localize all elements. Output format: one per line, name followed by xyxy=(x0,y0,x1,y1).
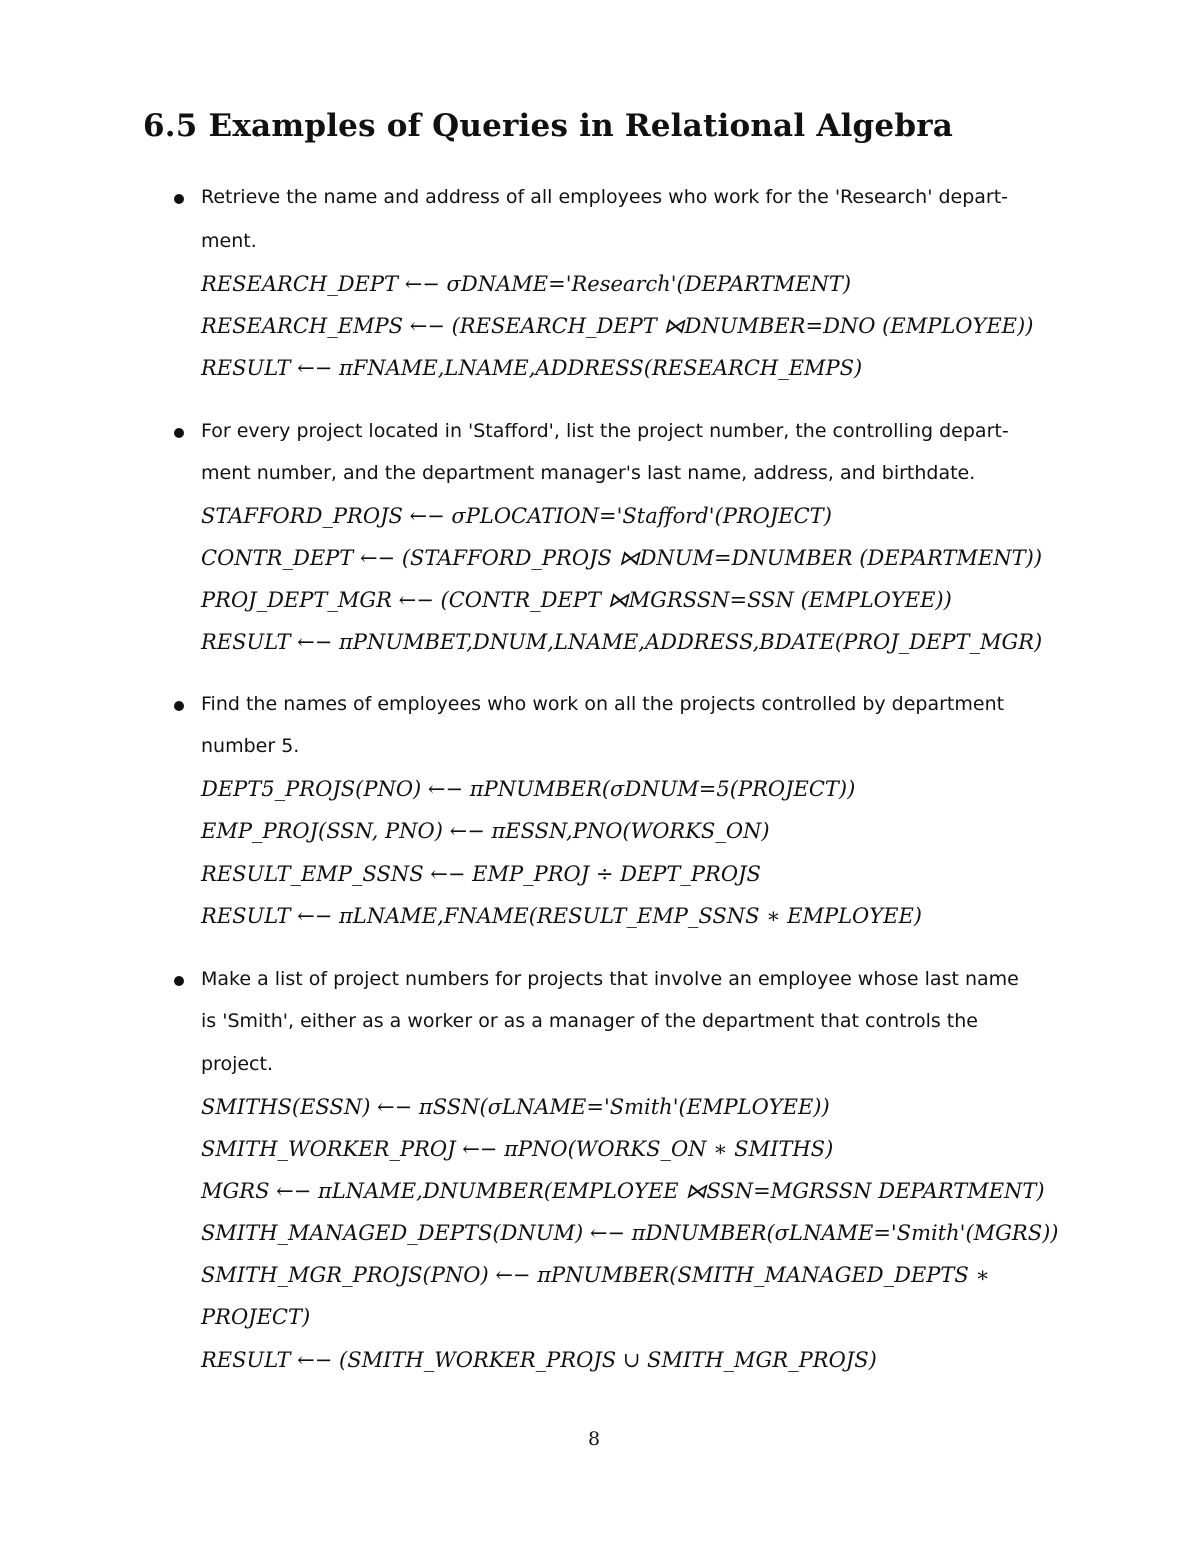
query-4-step-5-continued: PROJECT) xyxy=(201,1305,311,1329)
query-4-step-6: RESULT ←− (SMITH_WORKER_PROJS ∪ SMITH_MGR_PROJS) xyxy=(201,1348,877,1372)
query-2-step-1: STAFFORD_PROJS ←− σPLOCATION='Stafford'(PROJECT) xyxy=(201,504,832,528)
query-2-description-line-1: For every project located in 'Stafford', list the project number, the controlling depart- xyxy=(201,420,1009,442)
query-4-step-3: MGRS ←− πLNAME,DNUMBER(EMPLOYEE ⋈SSN=MGRSSN DEPARTMENT) xyxy=(201,1179,1045,1203)
query-2-step-3: PROJ_DEPT_MGR ←− (CONTR_DEPT ⋈MGRSSN=SSN (EMPLOYEE)) xyxy=(201,588,952,612)
bullet-icon xyxy=(174,428,184,438)
query-4-description-line-3: project. xyxy=(201,1053,273,1075)
query-2-step-2: CONTR_DEPT ←− (STAFFORD_PROJS ⋈DNUM=DNUMBER (DEPARTMENT)) xyxy=(201,546,1043,570)
query-1-step-1: RESEARCH_DEPT ←− σDNAME='Research'(DEPARTMENT) xyxy=(201,272,852,296)
bullet-icon xyxy=(174,701,184,711)
query-3-step-2: EMP_PROJ(SSN, PNO) ←− πESSN,PNO(WORKS_ON) xyxy=(201,819,770,843)
query-1-step-3: RESULT ←− πFNAME,LNAME,ADDRESS(RESEARCH_EMPS) xyxy=(201,356,863,380)
query-3-step-1: DEPT5_PROJS(PNO) ←− πPNUMBER(σDNUM=5(PROJECT)) xyxy=(201,777,856,801)
query-2-step-4: RESULT ←− πPNUMBET,DNUM,LNAME,ADDRESS,BDATE(PROJ_DEPT_MGR) xyxy=(201,630,1043,654)
query-3-description-line-1: Find the names of employees who work on all the projects controlled by department xyxy=(201,693,1005,715)
bullet-icon xyxy=(174,976,184,986)
query-4-step-5: SMITH_MGR_PROJS(PNO) ←− πPNUMBER(SMITH_MANAGED_DEPTS ∗ xyxy=(201,1263,990,1287)
query-3-step-4: RESULT ←− πLNAME,FNAME(RESULT_EMP_SSNS ∗ EMPLOYEE) xyxy=(201,904,922,928)
query-3-description-line-2: number 5. xyxy=(201,735,300,757)
page-number: 8 xyxy=(588,1428,601,1450)
query-4-description-line-2: is 'Smith', either as a worker or as a manager of the department that controls the xyxy=(201,1010,978,1032)
query-4-step-2: SMITH_WORKER_PROJ ←− πPNO(WORKS_ON ∗ SMITHS) xyxy=(201,1137,834,1161)
query-1-description-line-1: Retrieve the name and address of all employees who work for the 'Research' depart- xyxy=(201,186,1009,208)
query-4-step-1: SMITHS(ESSN) ←− πSSN(σLNAME='Smith'(EMPLOYEE)) xyxy=(201,1095,830,1119)
query-3-step-3: RESULT_EMP_SSNS ←− EMP_PROJ ÷ DEPT_PROJS xyxy=(201,862,761,886)
page-title: 6.5 Examples of Queries in Relational Algebra xyxy=(143,108,954,144)
query-4-description-line-1: Make a list of project numbers for projects that involve an employee whose last name xyxy=(201,968,1019,990)
query-1-step-2: RESEARCH_EMPS ←− (RESEARCH_DEPT ⋈DNUMBER=DNO (EMPLOYEE)) xyxy=(201,314,1034,338)
query-1-description-line-2: ment. xyxy=(201,230,257,252)
query-2-description-line-2: ment number, and the department manager's last name, address, and birthdate. xyxy=(201,462,976,484)
query-4-step-4: SMITH_MANAGED_DEPTS(DNUM) ←− πDNUMBER(σLNAME='Smith'(MGRS)) xyxy=(201,1221,1059,1245)
bullet-icon xyxy=(174,194,184,204)
